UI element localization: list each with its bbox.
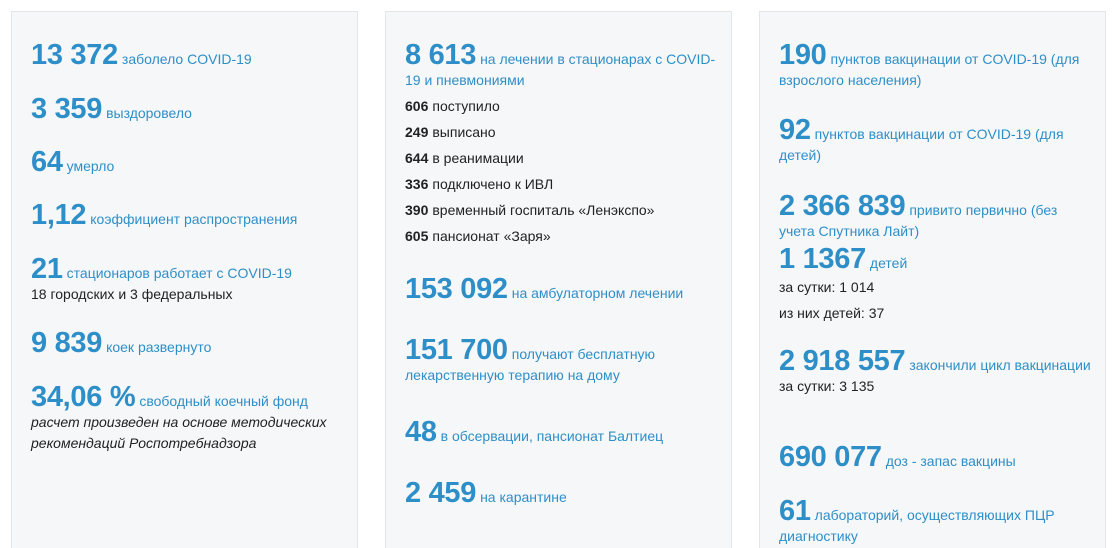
- stat-children-vaccinated: [779, 244, 1093, 326]
- detail-text: выписано: [432, 124, 496, 140]
- detail-text: поступило: [432, 98, 500, 114]
- stat-number: 64: [31, 146, 63, 178]
- stat-label: коек развернуто: [106, 339, 212, 355]
- stat-label: привито первично (без учета Спутника Лайт): [779, 202, 1058, 239]
- detail-number: 249: [405, 124, 429, 140]
- detail-row: [405, 223, 719, 249]
- stat-label: на лечении в стационарах с COVID-19 и пневмониями: [405, 51, 716, 88]
- stat-number: 3 359: [31, 93, 103, 125]
- stat-label: на амбулаторном лечении: [511, 285, 684, 301]
- stat-label: коэффициент распространения: [90, 211, 298, 227]
- stat-quarantine: [405, 478, 719, 508]
- stat-recovered: [31, 94, 345, 124]
- stat-number: 1,12: [31, 199, 87, 231]
- stat-label: заболело COVID-19: [121, 51, 252, 67]
- stat-label: доз - запас вакцины: [885, 453, 1016, 469]
- stat-label: получают бесплатную лекарственную терапию на дому: [405, 346, 656, 383]
- stat-free-therapy: [405, 335, 719, 386]
- stat-label: пунктов вакцинации от COVID-19 (для взрослого населения): [779, 51, 1080, 88]
- stat-label: умерло: [66, 158, 115, 174]
- stat-number: 2 459: [405, 477, 477, 509]
- detail-number: 390: [405, 202, 429, 218]
- stat-vaccination-points-children: [779, 115, 1093, 166]
- stat-died: [31, 147, 345, 177]
- stat-vaccine-stock: [779, 442, 1093, 472]
- stat-infected: [31, 40, 345, 70]
- stat-observation: [405, 417, 719, 447]
- stat-free-beds: [31, 382, 345, 454]
- stat-label: детей: [869, 255, 908, 271]
- stat-note: из них детей: 37: [779, 305, 885, 321]
- stat-label: закончили цикл вакцинации: [909, 357, 1091, 373]
- stat-hospitalized: [405, 40, 719, 249]
- detail-number: 644: [405, 150, 429, 166]
- stat-number: 151 700: [405, 334, 508, 366]
- stat-note: за сутки: 1 014: [779, 279, 875, 295]
- stat-vaccination-completed: [779, 346, 1093, 397]
- detail-text: подключено к ИВЛ: [432, 176, 554, 192]
- detail-row: [405, 171, 719, 197]
- detail-text: пансионат «Заря»: [432, 228, 551, 244]
- stat-number: 690 077: [779, 441, 882, 473]
- stat-beds: [31, 328, 345, 358]
- stat-label: в обсервации, пансионат Балтиец: [440, 428, 664, 444]
- stat-outpatient: [405, 274, 719, 304]
- stats-card-cases: [11, 11, 358, 548]
- stat-label: свободный коечный фонд: [139, 393, 308, 409]
- stat-note: расчет произведен на основе методических рекомендаций Роспотребнадзора: [31, 414, 327, 451]
- stat-number: 21: [31, 253, 63, 285]
- stat-number: 1 1367: [779, 243, 866, 275]
- stat-hospitals: [31, 254, 345, 305]
- stat-label: стационаров работает с COVID-19: [66, 265, 292, 281]
- stats-card-treatment: [385, 11, 732, 548]
- stat-number: 13 372: [31, 39, 118, 71]
- stats-card-vaccination: [759, 11, 1106, 548]
- stat-number: 153 092: [405, 273, 508, 305]
- stat-number: 2 918 557: [779, 345, 906, 377]
- stat-vaccinated-first: [779, 191, 1093, 242]
- stat-number: 92: [779, 114, 811, 146]
- stat-vaccination-points-adults: [779, 40, 1093, 91]
- stat-number: 8 613: [405, 39, 477, 71]
- detail-row: [405, 145, 719, 171]
- detail-row: [405, 93, 719, 119]
- stat-number: 48: [405, 416, 437, 448]
- detail-number: 336: [405, 176, 429, 192]
- stat-number: 61: [779, 495, 811, 527]
- stat-details-list: [405, 93, 719, 249]
- detail-row: [405, 119, 719, 145]
- detail-text: временный госпиталь «Ленэкспо»: [432, 202, 655, 218]
- stat-pcr-labs: [779, 496, 1093, 547]
- stat-number: 34,06 %: [31, 381, 136, 413]
- stat-label: выздоровело: [106, 105, 192, 121]
- stat-number: 2 366 839: [779, 190, 906, 222]
- stat-label: пунктов вакцинации от COVID-19 (для детей): [779, 126, 1064, 163]
- stat-label: на карантине: [480, 489, 567, 505]
- stat-note: 18 городских и 3 федеральных: [31, 286, 233, 302]
- detail-row: [405, 197, 719, 223]
- detail-number: 606: [405, 98, 429, 114]
- detail-number: 605: [405, 228, 429, 244]
- detail-text: в реанимации: [432, 150, 524, 166]
- stat-note: за сутки: 3 135: [779, 378, 875, 394]
- stat-number: 9 839: [31, 327, 103, 359]
- stat-number: 190: [779, 39, 827, 71]
- stat-label: лабораторий, осуществляющих ПЦР диагностику: [779, 507, 1055, 544]
- stat-spread-coefficient: [31, 200, 345, 230]
